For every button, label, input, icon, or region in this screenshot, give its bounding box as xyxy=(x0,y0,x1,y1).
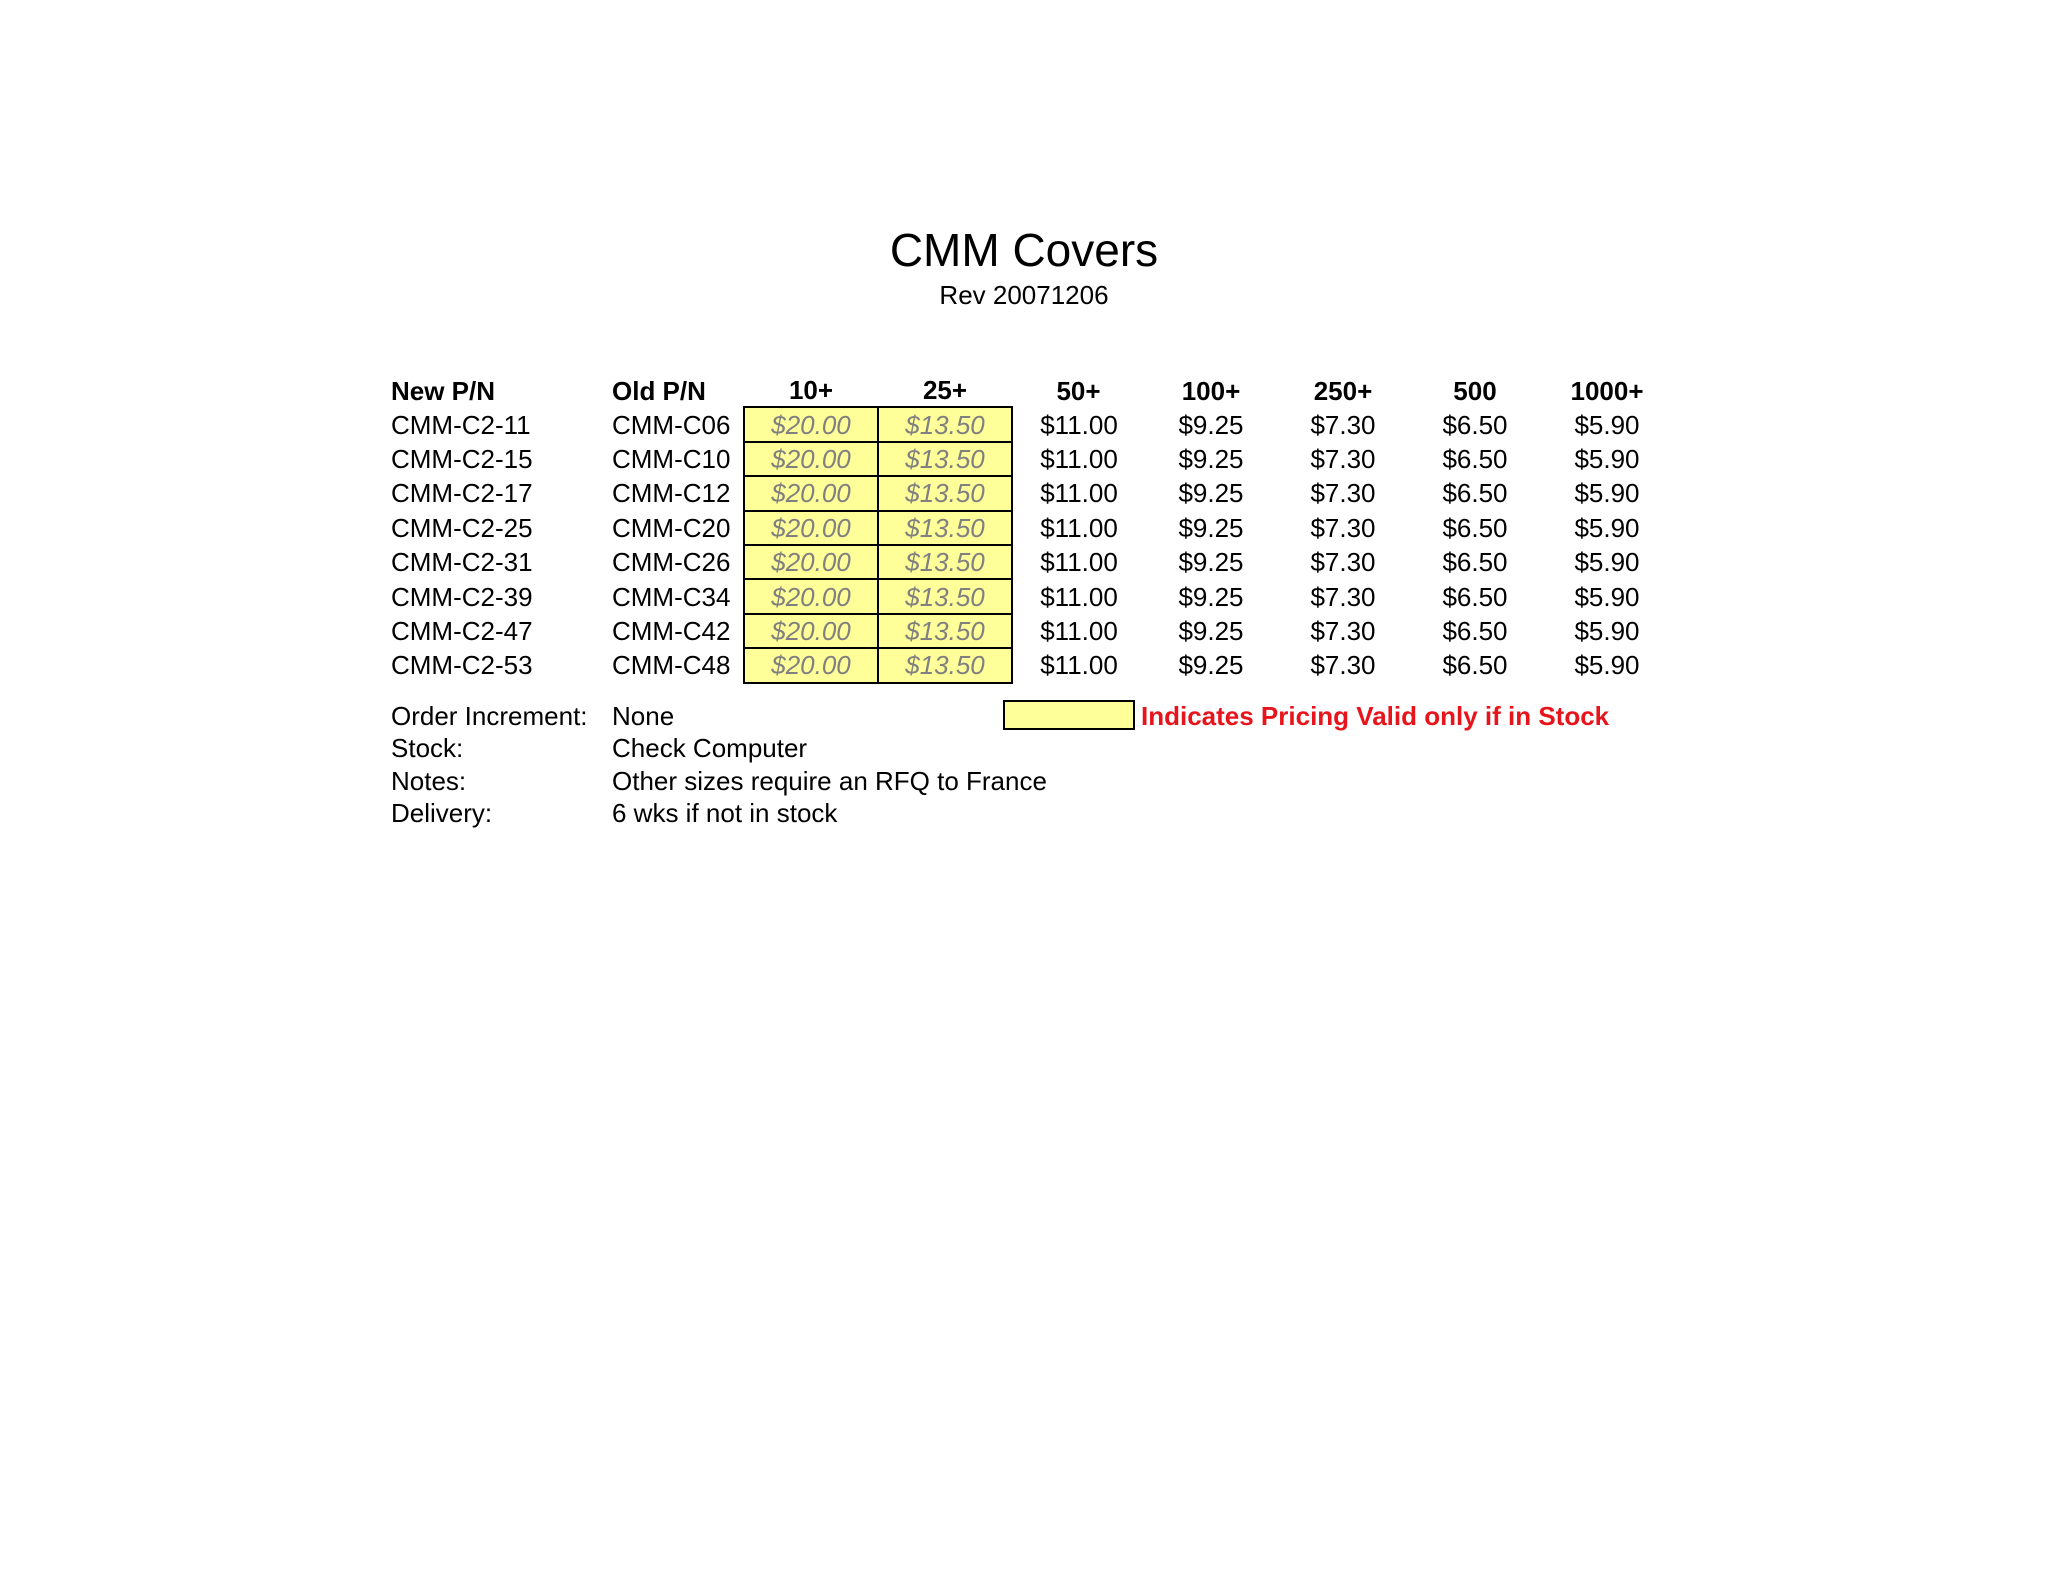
table-row xyxy=(391,407,1673,441)
price-cell: $7.30 xyxy=(1310,443,1376,474)
old-pn-cell: CMM-C06 xyxy=(612,409,731,440)
price-cell: $9.25 xyxy=(1178,512,1244,543)
price-cell: $6.50 xyxy=(1442,409,1508,440)
price-cell: $13.50 xyxy=(878,648,1012,682)
price-cell: $20.00 xyxy=(744,511,878,545)
old-pn-cell: CMM-C48 xyxy=(612,650,731,681)
price-cell: $9.25 xyxy=(1178,409,1244,440)
price-table xyxy=(391,374,1674,684)
info-value: 6 wks if not in stock xyxy=(612,798,838,829)
price-cell: $7.30 xyxy=(1310,581,1376,612)
old-pn-cell: CMM-C34 xyxy=(612,581,731,612)
new-pn-cell: CMM-C2-53 xyxy=(391,650,533,681)
price-cell: $7.30 xyxy=(1310,650,1376,681)
price-cell: $5.90 xyxy=(1574,547,1640,578)
new-pn-cell: CMM-C2-47 xyxy=(391,615,533,646)
price-cell: $20.00 xyxy=(744,579,878,613)
page-title: CMM Covers xyxy=(889,224,1159,276)
table-row xyxy=(391,579,1673,613)
price-cell: $13.50 xyxy=(878,476,1012,510)
table-row xyxy=(391,648,1673,682)
old-pn-cell: CMM-C10 xyxy=(612,443,731,474)
price-cell: $7.30 xyxy=(1310,409,1376,440)
info-row-notes xyxy=(391,765,1047,797)
legend-text: Indicates Pricing Valid only if in Stock xyxy=(1141,701,1610,731)
price-cell: $6.50 xyxy=(1442,547,1508,578)
price-cell: $11.00 xyxy=(1040,443,1118,474)
price-cell: $5.90 xyxy=(1574,512,1640,543)
column-header-old-pn: Old P/N xyxy=(612,375,706,406)
price-cell: $7.30 xyxy=(1310,547,1376,578)
price-cell: $13.50 xyxy=(878,545,1012,579)
table-header-row xyxy=(391,374,1673,407)
price-cell: $11.00 xyxy=(1040,409,1118,440)
column-header-qty-500: 500 xyxy=(1453,375,1497,406)
price-cell: $9.25 xyxy=(1178,615,1244,646)
column-header-qty-1000: 1000+ xyxy=(1570,375,1644,406)
info-row-delivery xyxy=(391,797,1047,829)
price-cell: $6.50 xyxy=(1442,650,1508,681)
price-cell: $20.00 xyxy=(744,648,878,682)
price-cell: $6.50 xyxy=(1442,615,1508,646)
info-label: Notes: xyxy=(391,765,467,796)
price-cell: $20.00 xyxy=(744,442,878,476)
price-cell: $7.30 xyxy=(1310,512,1376,543)
price-cell: $13.50 xyxy=(878,579,1012,613)
price-cell: $6.50 xyxy=(1442,512,1508,543)
table-row xyxy=(391,545,1673,579)
price-cell: $11.00 xyxy=(1040,547,1118,578)
price-cell: $9.25 xyxy=(1178,650,1244,681)
price-cell: $13.50 xyxy=(878,511,1012,545)
price-cell: $5.90 xyxy=(1574,478,1640,509)
info-value: Other sizes require an RFQ to France xyxy=(612,765,1047,796)
new-pn-cell: CMM-C2-39 xyxy=(391,581,533,612)
old-pn-cell: CMM-C26 xyxy=(612,547,731,578)
price-cell: $9.25 xyxy=(1178,581,1244,612)
table-row xyxy=(391,511,1673,545)
info-label: Order Increment: xyxy=(391,701,588,731)
info-value: None xyxy=(612,701,675,731)
price-cell: $20.00 xyxy=(744,407,878,441)
column-header-qty-50: 50+ xyxy=(1056,375,1101,406)
price-cell: $11.00 xyxy=(1040,478,1118,509)
price-cell: $20.00 xyxy=(744,614,878,648)
column-header-qty-25: 25+ xyxy=(922,375,968,406)
price-cell: $6.50 xyxy=(1442,443,1508,474)
column-header-qty-100: 100+ xyxy=(1181,375,1241,406)
price-cell: $5.90 xyxy=(1574,615,1640,646)
price-cell: $6.50 xyxy=(1442,581,1508,612)
new-pn-cell: CMM-C2-31 xyxy=(391,547,533,578)
column-header-new-pn: New P/N xyxy=(391,375,496,406)
price-cell: $5.90 xyxy=(1574,443,1640,474)
price-cell: $6.50 xyxy=(1442,478,1508,509)
price-cell: $11.00 xyxy=(1040,581,1118,612)
table-row xyxy=(391,614,1673,648)
old-pn-cell: CMM-C12 xyxy=(612,478,731,509)
new-pn-cell: CMM-C2-11 xyxy=(391,409,531,440)
price-cell: $9.25 xyxy=(1178,478,1244,509)
price-cell: $11.00 xyxy=(1040,615,1118,646)
price-cell: $20.00 xyxy=(744,545,878,579)
price-cell: $11.00 xyxy=(1040,512,1118,543)
info-section xyxy=(391,700,1047,830)
price-cell: $5.90 xyxy=(1574,409,1640,440)
table-body xyxy=(391,407,1673,682)
old-pn-cell: CMM-C20 xyxy=(612,512,731,543)
price-cell: $5.90 xyxy=(1574,650,1640,681)
revision-label: Rev 20071206 xyxy=(939,280,1109,310)
table-row xyxy=(391,442,1673,476)
price-cell: $11.00 xyxy=(1040,650,1118,681)
info-row-order-increment xyxy=(391,700,1047,732)
price-cell: $13.50 xyxy=(878,614,1012,648)
price-cell: $13.50 xyxy=(878,442,1012,476)
new-pn-cell: CMM-C2-15 xyxy=(391,443,533,474)
legend-swatch xyxy=(1003,700,1135,730)
price-cell: $9.25 xyxy=(1178,443,1244,474)
info-row-stock xyxy=(391,732,1047,764)
price-cell: $13.50 xyxy=(878,407,1012,441)
price-cell: $7.30 xyxy=(1310,615,1376,646)
info-value: Check Computer xyxy=(612,733,808,764)
price-cell: $9.25 xyxy=(1178,547,1244,578)
table-row xyxy=(391,476,1673,510)
price-cell: $20.00 xyxy=(744,476,878,510)
info-label: Delivery: xyxy=(391,798,493,829)
info-label: Stock: xyxy=(391,733,464,764)
price-cell: $5.90 xyxy=(1574,581,1640,612)
new-pn-cell: CMM-C2-17 xyxy=(391,478,533,509)
old-pn-cell: CMM-C42 xyxy=(612,615,731,646)
column-header-qty-10: 10+ xyxy=(788,375,834,406)
column-header-qty-250: 250+ xyxy=(1313,375,1373,406)
new-pn-cell: CMM-C2-25 xyxy=(391,512,533,543)
price-cell: $7.30 xyxy=(1310,478,1376,509)
